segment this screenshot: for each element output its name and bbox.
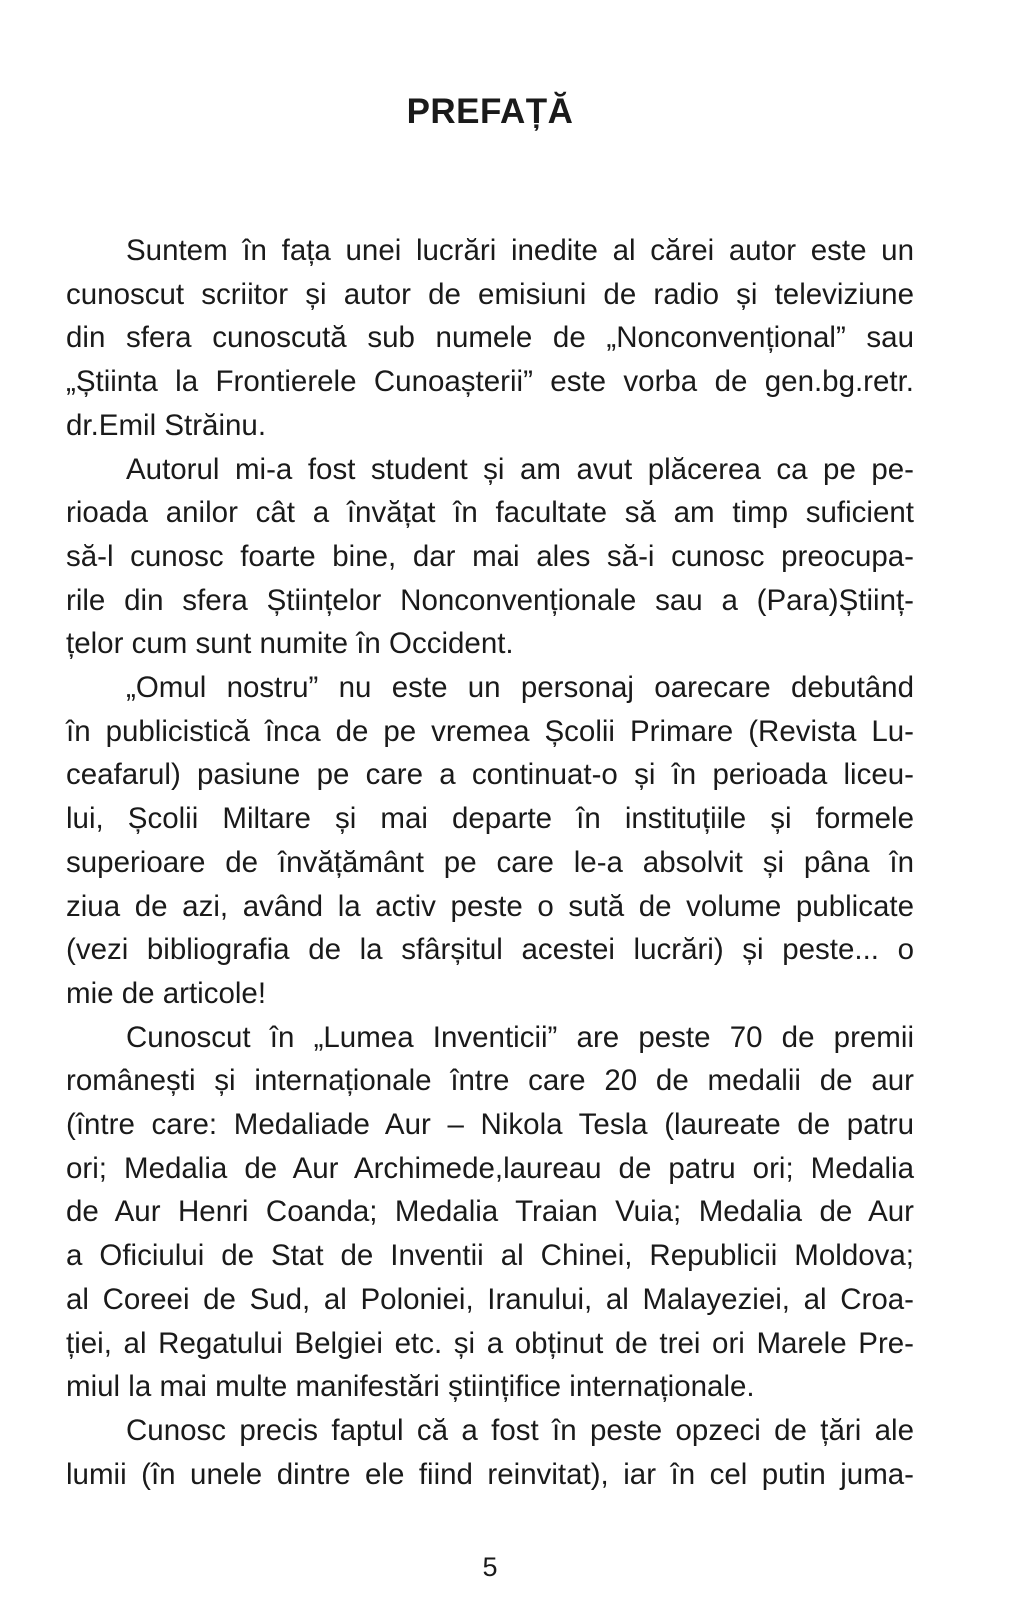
text-line: Cunoscut în „Lumea Inventicii” are peste 70 de premii xyxy=(126,1020,914,1054)
text-line: țelor cum sunt numite în Occident. xyxy=(66,627,514,661)
text-line: ziua de azi, având la activ peste o sută de volume publicate xyxy=(66,889,914,923)
text-line: „Omul nostru” nu este un personaj oarecare debutând xyxy=(126,671,914,705)
text-line: miul la mai multe manifestări științifice internaționale. xyxy=(66,1370,755,1404)
text-line: lui, Școlii Miltare și mai departe în instituțiile și formele xyxy=(66,802,914,836)
text-line: în publicistică înca de pe vremea Școlii Primare (Revista Lu- xyxy=(66,714,914,748)
text-line: rile din sfera Științelor Nonconvenționale sau a (Para)Științ- xyxy=(66,583,914,617)
text-line: dr.Emil Străinu. xyxy=(66,408,267,442)
text-line: (vezi bibliografia de la sfârșitul acestei lucrări) și peste... o xyxy=(66,933,914,967)
text-line: din sfera cunoscută sub numele de „Nonconvențional” sau xyxy=(66,321,914,355)
text-line: Autorul mi-a fost student și am avut plăcerea ca pe pe- xyxy=(126,452,914,486)
text-line: „Știinta la Frontierele Cunoașterii” este vorba de gen.bg.retr. xyxy=(66,365,914,399)
text-line: ori; Medalia de Aur Archimede,laureau de patru ori; Medalia xyxy=(66,1151,914,1185)
text-line: ției, al Regatului Belgiei etc. și a obținut de trei ori Marele Pre- xyxy=(66,1326,914,1360)
text-line: mie de articole! xyxy=(66,976,267,1010)
text-line: cunoscut scriitor și autor de emisiuni de radio și televiziune xyxy=(66,277,914,311)
text-line: să-l cunosc foarte bine, dar mai ales să-i cunosc preocupa- xyxy=(66,539,914,573)
text-line: a Oficiului de Stat de Inventii al Chinei, Republicii Moldova; xyxy=(66,1239,914,1273)
page-title: PREFAȚĂ xyxy=(406,92,574,131)
text-line: Cunosc precis faptul că a fost în peste opzeci de țări ale xyxy=(126,1413,914,1447)
text-line: Suntem în fața unei lucrări inedite al cărei autor este un xyxy=(126,234,914,267)
text-line: rioada anilor cât a învățat în facultate să am timp suficient xyxy=(66,496,914,530)
text-line: românești și internaționale între care 20 de medalii de aur xyxy=(66,1064,914,1098)
preface-body xyxy=(66,229,914,1496)
text-line: ceafarul) pasiune pe care a continuat-o și în perioada liceu- xyxy=(66,758,914,792)
text-line: (între care: Medaliade Aur – Nikola Tesla (laureate de patru xyxy=(66,1108,914,1142)
page-number: 5 xyxy=(482,1552,498,1582)
text-line: superioare de învățământ pe care le-a absolvit și pâna în xyxy=(66,845,914,879)
text-line: de Aur Henri Coanda; Medalia Traian Vuia; Medalia de Aur xyxy=(66,1195,914,1229)
text-line: lumii (în unele dintre ele fiind reinvitat), iar în cel putin juma- xyxy=(66,1457,914,1491)
text-line: al Coreei de Sud, al Poloniei, Iranului, al Malayeziei, al Croa- xyxy=(66,1282,914,1316)
